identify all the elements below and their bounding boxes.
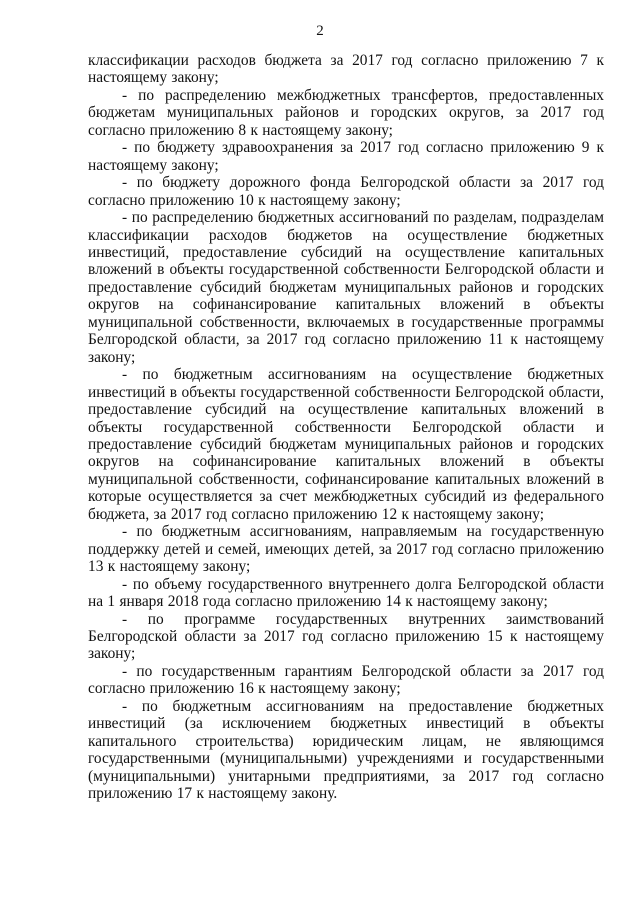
- list-item-appendix-16: - по государственным гарантиям Белгородской области за 2017 год согласно приложению 16 к настоящему закону;: [88, 662, 604, 698]
- list-item-appendix-14: - по объему государственного внутреннего долга Белгородской области на 1 января 2018 года согласно приложению 14 к настоящему закону;: [88, 575, 604, 611]
- list-item-appendix-8: - по распределению межбюджетных трансфертов, предоставленных бюджетам муниципальных районов и городских округов, за 2017 год согласно приложению 8 к настоящему закону;: [88, 86, 604, 139]
- list-item-appendix-13: - по бюджетным ассигнованиям, направляемым на государственную поддержку детей и семей, имеющих детей, за 2017 год согласно приложению 13 к настоящему закону;: [88, 523, 604, 576]
- page-number: 2: [316, 23, 324, 39]
- list-item-appendix-15: - по программе государственных внутренних заимствований Белгородской области за 2017 год согласно приложению 15 к настоящему закону;: [88, 610, 604, 663]
- paragraph-continuation: классификации расходов бюджета за 2017 год согласно приложению 7 к настоящему закону;: [88, 52, 604, 87]
- document-body: [88, 52, 604, 802]
- list-item-appendix-10: - по бюджету дорожного фонда Белгородской области за 2017 год согласно приложению 10 к настоящему закону;: [88, 174, 604, 209]
- list-item-appendix-9: - по бюджету здравоохранения за 2017 год согласно приложению 9 к настоящему закону;: [88, 139, 604, 174]
- list-item-appendix-17: - по бюджетным ассигнованиям на предоставление бюджетных инвестиций (за исключением бюджетных инвестиций в объекты капитального строительства) юридическим лицам, не являющимся государственными (муниципальными) учреждениями и государственными (муниципальными) унитарными предприятиями, за 2017 год согласно приложению 17 к настоящему закону.: [88, 697, 604, 803]
- list-item-appendix-12: - по бюджетным ассигнованиям на осуществление бюджетных инвестиций в объекты государственной собственности Белгородской области, предоставление субсидий на осуществление капитальных вложений в объекты государственной собственности Белгородской области и предоставление субсидий бюджетам муниципальных районов и городских округов на софинансирование капитальных вложений в объекты муниципальной собственности, софинансирование капитальных вложений в которые осуществляется за счет межбюджетных субсидий из федерального бюджета, за 2017 год согласно приложению 12 к настоящему закону;: [88, 366, 604, 523]
- list-item-appendix-11: - по распределению бюджетных ассигнований по разделам, подразделам классификации расходов бюджетов на осуществление бюджетных инвестиций, предоставление субсидий на осуществление капитальных вложений в объекты государственной собственности Белгородской области и предоставление субсидий бюджетам муниципальных районов и городских округов на софинансирование капитальных вложений в объекты муниципальной собственности, включаемых в государственные программы Белгородской области, за 2017 год согласно приложению 11 к настоящему закону;: [88, 209, 604, 366]
